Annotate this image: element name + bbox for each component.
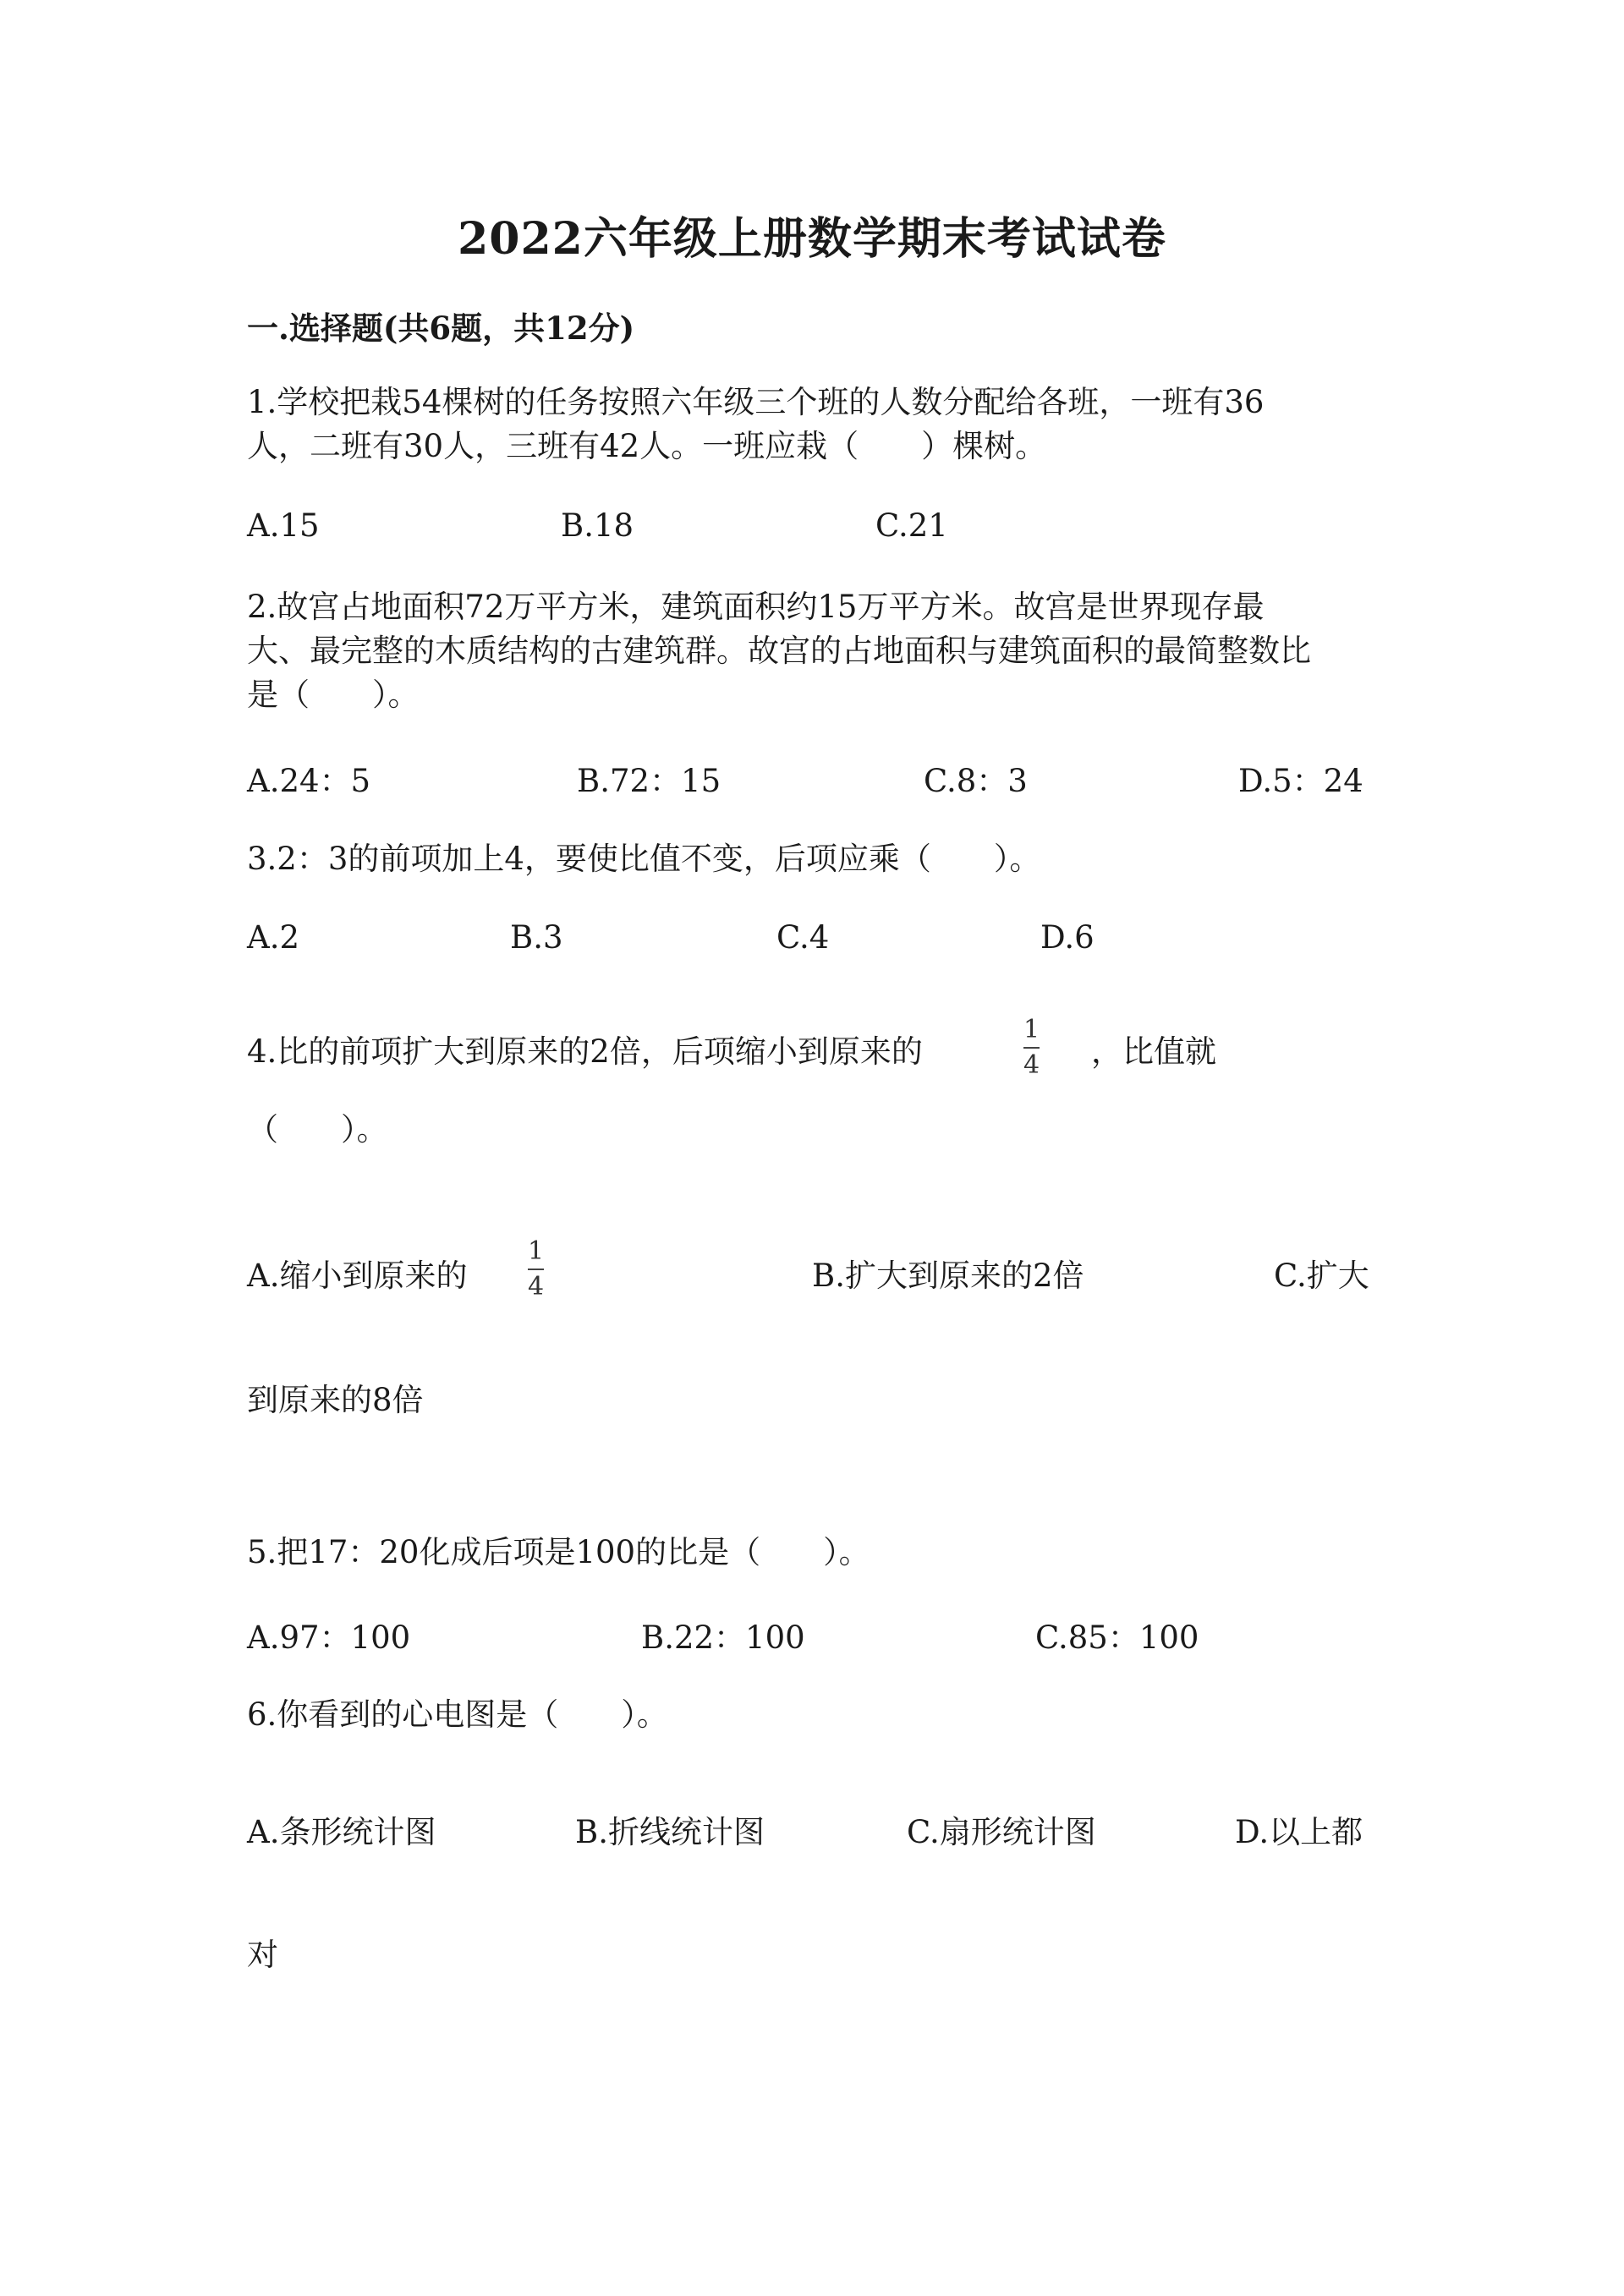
question-2-line-3: 是（ ）。 (247, 677, 420, 713)
question-1-option-c[interactable]: C.21 (875, 507, 948, 544)
question-4-fraction (1023, 1017, 1040, 1078)
question-4-line-1b: ，比值就 (1091, 1033, 1216, 1070)
question-2-line-2: 大、最完整的木质结构的古建筑群。故宫的占地面积与建筑面积的最简整数比 (247, 633, 1311, 669)
question-6-line-1: 6.你看到的心电图是（ ）。 (247, 1696, 668, 1733)
question-3-option-c[interactable]: C.4 (776, 919, 830, 956)
question-1-option-a[interactable]: A.15 (247, 507, 320, 544)
question-6-option-d-continued: 对 (247, 1937, 278, 1973)
question-4-option-a[interactable]: A.缩小到原来的 (247, 1258, 468, 1294)
question-5-option-c[interactable]: C.85：100 (1035, 1619, 1199, 1656)
question-4-line-2: （ ）。 (247, 1111, 388, 1148)
fraction-numerator: 1 (528, 1236, 545, 1266)
question-4-line-1a: 4.比的前项扩大到原来的2倍，后项缩小到原来的 (247, 1033, 923, 1070)
question-6-option-d[interactable]: D.以上都 (1235, 1814, 1363, 1850)
section-heading: 一.选择题(共6题，共12分) (247, 310, 635, 347)
fraction-numerator: 1 (1023, 1015, 1040, 1044)
question-6-option-b[interactable]: B.折线统计图 (575, 1814, 765, 1850)
question-5-option-a[interactable]: A.97：100 (247, 1619, 411, 1656)
question-3-option-a[interactable]: A.2 (247, 919, 300, 956)
question-1-line-2: 人，二班有30人，三班有42人。一班应栽（ ）棵树。 (247, 428, 1047, 464)
fraction-bar (528, 1269, 544, 1270)
question-2-option-c[interactable]: C.8：3 (924, 763, 1028, 799)
question-5-option-b[interactable]: B.22：100 (641, 1619, 805, 1656)
fraction-bar (1023, 1047, 1040, 1049)
question-2-line-1: 2.故宫占地面积72万平方米，建筑面积约15万平方米。故宫是世界现存最 (247, 589, 1265, 625)
question-2-option-a[interactable]: A.24：5 (247, 763, 371, 799)
question-6-option-c[interactable]: C.扇形统计图 (907, 1814, 1096, 1850)
question-1-line-1: 1.学校把栽54棵树的任务按照六年级三个班的人数分配给各班，一班有36 (247, 384, 1265, 420)
fraction-denominator: 4 (1023, 1050, 1040, 1080)
question-6-option-a[interactable]: A.条形统计图 (247, 1814, 436, 1850)
question-4-option-c-continued: 到原来的8倍 (247, 1382, 424, 1418)
question-2-option-b[interactable]: B.72：15 (577, 763, 721, 799)
question-3-line-1: 3.2：3的前项加上4，要使比值不变，后项应乘（ ）。 (247, 841, 1041, 877)
question-4-option-c[interactable]: C.扩大 (1274, 1258, 1369, 1294)
fraction-denominator: 4 (528, 1272, 545, 1301)
question-5-line-1: 5.把17：20化成后项是100的比是（ ）。 (247, 1534, 870, 1570)
question-2-option-d[interactable]: D.5：24 (1238, 763, 1363, 799)
page-title: 2022六年级上册数学期末考试试卷 (458, 213, 1166, 265)
question-1-option-b[interactable]: B.18 (561, 507, 634, 544)
question-3-option-b[interactable]: B.3 (510, 919, 563, 956)
question-4-option-a-fraction (528, 1236, 545, 1301)
question-4-option-b[interactable]: B.扩大到原来的2倍 (812, 1258, 1084, 1294)
question-3-option-d[interactable]: D.6 (1040, 919, 1095, 956)
